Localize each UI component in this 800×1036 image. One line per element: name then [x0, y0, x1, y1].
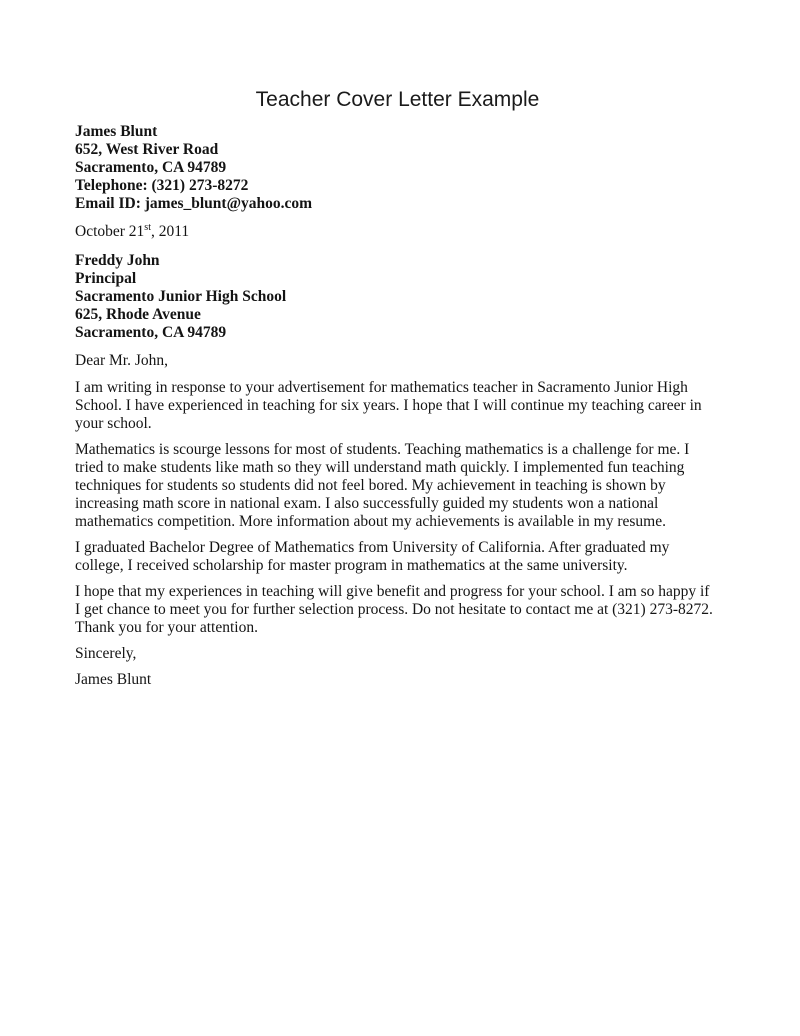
- body-paragraph-3: I graduated Bachelor Degree of Mathematics from University of California. After graduated my college, I received scholarship for master program in mathematics at the same university.: [75, 539, 670, 574]
- date-suffix: , 2011: [150, 223, 190, 240]
- recipient-address-block: [75, 252, 715, 342]
- salutation: Dear Mr. John,: [75, 352, 168, 369]
- recipient-street: 625, Rhode Avenue: [75, 306, 201, 323]
- date-ordinal: st: [144, 221, 151, 233]
- sender-telephone: Telephone: (321) 273-8272: [75, 177, 249, 194]
- sender-name: James Blunt: [75, 123, 158, 140]
- body-paragraph-1: I am writing in response to your advertisement for mathematics teacher in Sacramento Junior High School. I have experienced in teaching for six years. I hope that I will continue my teaching career in your school.: [75, 379, 702, 432]
- document-title: Teacher Cover Letter Example: [255, 88, 540, 111]
- recipient-name: Freddy John: [75, 252, 160, 269]
- signature-name: James Blunt: [75, 671, 152, 688]
- date-prefix: October 21: [75, 223, 145, 240]
- recipient-city: Sacramento, CA 94789: [75, 324, 227, 341]
- recipient-title: Principal: [75, 270, 137, 287]
- body-paragraph-2: Mathematics is scourge lessons for most of students. Teaching mathematics is a challenge for me. I tried to make students like math so they will understand math quickly. I implemented fun teaching techniques for students so students did not feel bored. My achievement in teaching is shown by increasing math score in national exam. I also successfully guided my students won a national mathematics competition. More information about my achievements is available in my resume.: [75, 441, 690, 530]
- date-line: [75, 223, 715, 241]
- sender-address-block: [75, 123, 715, 213]
- sender-street: 652, West River Road: [75, 141, 219, 158]
- sender-city: Sacramento, CA 94789: [75, 159, 227, 176]
- recipient-school: Sacramento Junior High School: [75, 288, 287, 305]
- body-paragraph-4: I hope that my experiences in teaching will give benefit and progress for your school. I am so happy if I get chance to meet you for further selection process. Do not hesitate to contact me at (321) 273-8272. Thank you for your attention.: [75, 583, 713, 636]
- closing-line: Sincerely,: [75, 645, 137, 662]
- sender-email: Email ID: james_blunt@yahoo.com: [75, 195, 313, 212]
